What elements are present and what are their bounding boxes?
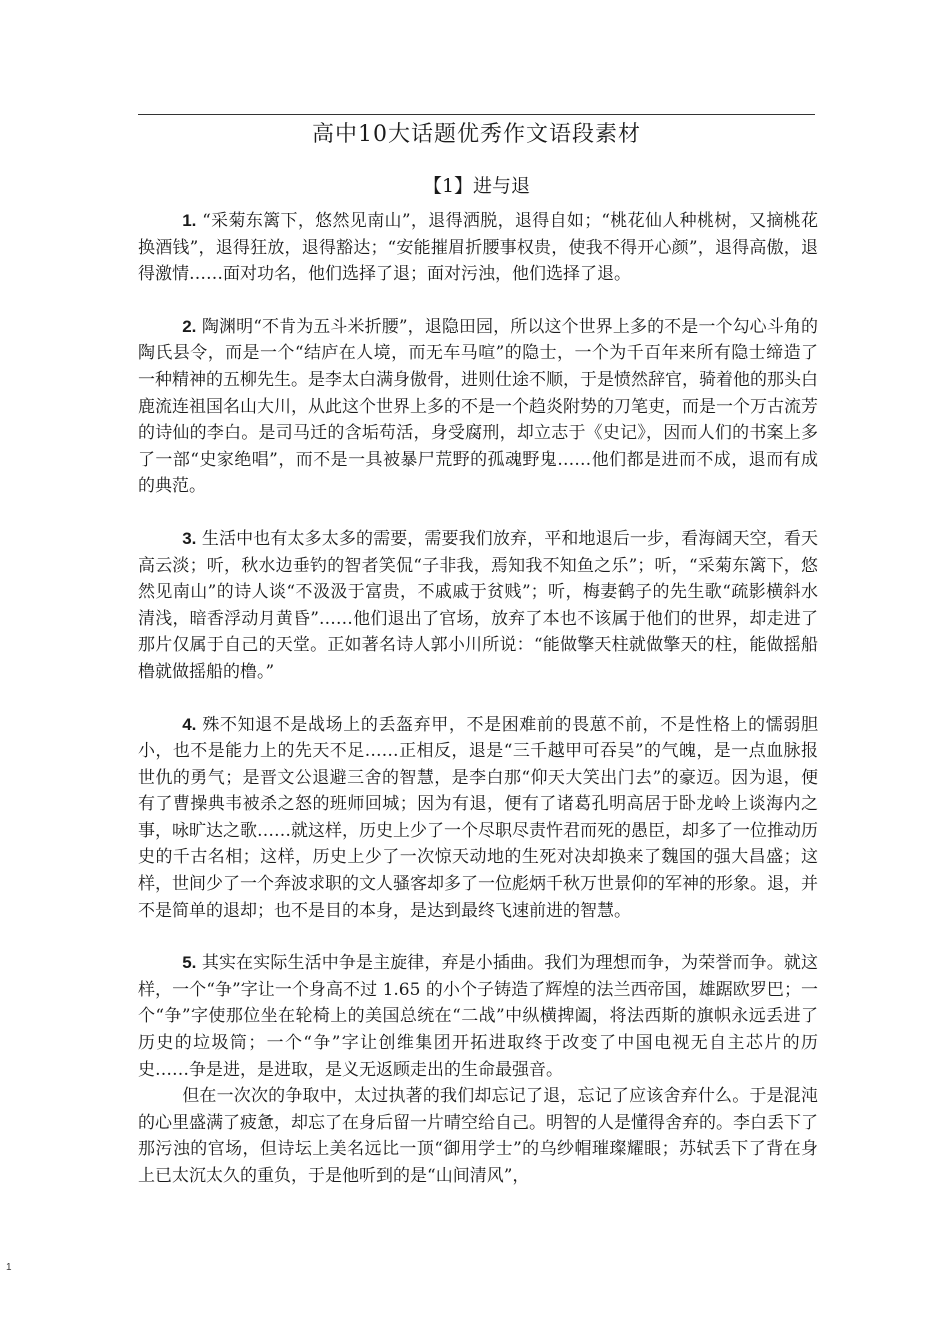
paragraph-number: 5. — [182, 953, 197, 973]
paragraph-5-continued — [138, 1083, 818, 1189]
paragraph-text: 殊不知退不是战场上的丢盔弃甲，不是困难前的畏葸不前，不是性格上的懦弱胆小，也不是能力上的先天不足……正相反，退是“三千越甲可吞吴”的气魄，是一点血脉报世仇的勇气；是晋文公退避三舍的智慧，是李白那“仰天大笑出门去”的豪迈。因为退，便有了曹操典韦被杀之怒的班师回城；因为有退，便有了诸葛孔明高居于卧龙岭上谈海内之事，咏旷达之歌……就这样，历史上少了一个尽职尽责忤君而死的愚臣，却多了一位推动历史的千古名相；这样，历史上少了一次惊天动地的生死对决却换来了魏国的强大昌盛；这样，世间少了一个奔波求职的文人骚客却多了一位彪炳千秋万世景仰的军神的形象。退，并不是简单的退却；也不是目的本身，是达到最终飞速前进的智慧。 — [138, 714, 819, 921]
paragraph-text: 生活中也有太多太多的需要，需要我们放弃，平和地退后一步，看海阔天空，看天高云淡；听，秋水边垂钓的智者笑侃“子非我，焉知我不知鱼之乐”；听，“采菊东篱下，悠然见南山”的诗人谈“不汲汲于富贵，不戚戚于贫贱”；听，梅妻鹤子的先生歌“疏影横斜水清浅，暗香浮动月黄昏”……他们退出了官场，放弃了本也不该属于他们的世界，却走进了那片仅属于自己的天堂。正如著名诗人郭小川所说：“能做擎天柱就做擎天的柱，能做摇船橹就做摇船的橹。” — [138, 528, 819, 682]
paragraph-3 — [138, 526, 818, 686]
document-body — [138, 208, 818, 1190]
document-title: 高中10大话题优秀作文语段素材 — [312, 122, 641, 147]
page-number: 1 — [6, 1262, 12, 1273]
paragraph-text: “采菊东篱下，悠然见南山”，退得洒脱，退得自如；“桃花仙人种桃树，又摘桃花换酒钱”，退得狂放，退得豁达；“安能摧眉折腰事权贵，使我不得开心颜”，退得高傲，退得激情……面对功名，他们选择了退；面对污浊，他们选择了退。 — [138, 211, 818, 285]
paragraph-number: 3. — [182, 528, 197, 548]
section-heading: 【1】进与退 — [422, 175, 531, 197]
paragraph-4 — [138, 712, 818, 925]
paragraph-1 — [138, 208, 818, 288]
header-rule — [138, 114, 815, 115]
paragraph-text: 其实在实际生活中争是主旋律，弃是小插曲。我们为理想而争，为荣誉而争。就这样，一个“争”字让一个身高不过 1.65 的小个子铸造了辉煌的法兰西帝国，雄踞欧罗巴；一个“争”字使那位坐在轮椅上的美国总统在“二战”中纵横捭阖，将法西斯的旗帜永远丢进了历史的垃圾筒；一个“争”字让创维集团开拓进取终于改变了中国电视无自主芯片的历史……争是进，是进取，是义无返顾走出的生命最强音。 — [138, 953, 819, 1080]
paragraph-text: 陶渊明“不肯为五斗米折腰”，退隐田园，所以这个世界上多的不是一个勾心斗角的陶氏县令，而是一个“结庐在人境，而无车马喧”的隐士，一个为千百年来所有隐士缔造了一种精神的五柳先生。是李太白满身傲骨，进则仕途不顺，于是愤然辞官，骑着他的那头白鹿流连祖国名山大川，从此这个世界上多的不是一个趋炎附势的刀笔吏，而是一个万古流芳的诗仙的李白。是司马迁的含垢苟活，身受腐刑，却立志于《史记》，因而人们的书案上多了一部“史家绝唱”，而不是一具被暴尸荒野的孤魂野鬼……他们都是进而不成，退而有成的典范。 — [138, 316, 818, 497]
paragraph-number: 1. — [182, 211, 197, 230]
paragraph-2 — [138, 314, 818, 500]
paragraph-5 — [138, 950, 818, 1083]
paragraph-number: 2. — [182, 316, 197, 336]
paragraph-number: 4. — [182, 714, 197, 734]
paragraph-text: 但在一次次的争取中，太过执著的我们却忘记了退，忘记了应该舍弃什么。于是混沌的心里盛满了疲惫，却忘了在身后留一片晴空给自己。明智的人是懂得舍弃的。李白丢下了那污浊的官场，但诗坛上美名远比一顶“御用学士”的乌纱帽璀璨耀眼；苏轼丢下了背在身上已太沉太久的重负，于是他听到的是“山间清风”， — [138, 1086, 818, 1186]
